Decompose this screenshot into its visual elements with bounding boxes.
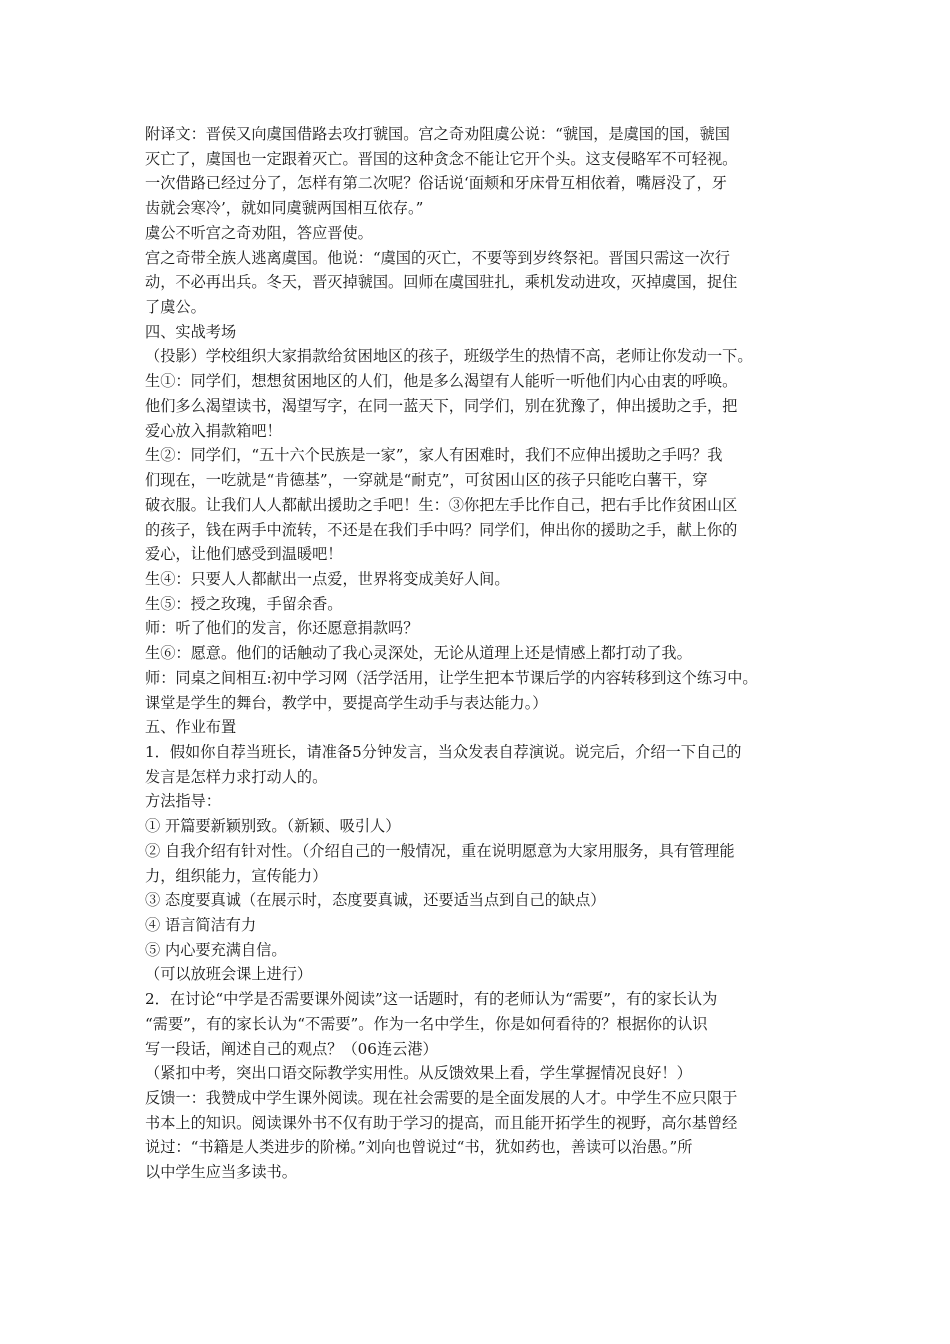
text-line: 写一段话，阐述自己的观点？（06连云港） — [145, 1039, 438, 1058]
text-line: 方法指导： — [145, 792, 221, 811]
text-line: 发言是怎样力求打动人的。 — [145, 767, 328, 786]
text-line: ④ 语言简洁有力 — [145, 916, 257, 934]
text-line: 力，组织能力，宣传能力） — [145, 866, 328, 885]
text-line: 他们多么渴望读书，渴望写字，在同一蓝天下，同学们，别在犹豫了，伸出援助之手，把 — [145, 396, 738, 415]
text-line: 师：听了他们的发言，你还愿意捐款吗？ — [145, 619, 419, 638]
text-line: （投影）学校组织大家捐款给贫困地区的孩子，班级学生的热情不高，老师让你发动一下。 — [145, 347, 753, 366]
text-line: （紧扣中考，突出口语交际教学实用性。从反馈效果上看，学生掌握情况良好！） — [145, 1064, 692, 1083]
text-line: 课堂是学生的舞台，教学中，要提高学生动手与表达能力。） — [145, 693, 548, 712]
text-line: 以中学生应当多读书。 — [145, 1163, 297, 1182]
text-line: “需要”，有的家长认为“不需要”。作为一名中学生，你是如何看待的？根据你的认识 — [145, 1014, 708, 1033]
text-line: 说过：“书籍是人类进步的阶梯。”刘向也曾说过“书，犹如药也，善读可以治愚。”所 — [145, 1138, 693, 1157]
text-line: ① 开篇要新颖别致。（新颖、吸引人） — [145, 817, 401, 836]
text-line: 的孩子，钱在两手中流转，不还是在我们手中吗？同学们，伸出你的援助之手，献上你的 — [145, 520, 738, 539]
text-line: 四、实战考场 — [145, 322, 237, 341]
text-line: 师：同桌之间相互:初中学习网（活学活用，让学生把本节课后学的内容转移到这个练习中。 — [145, 668, 758, 687]
text-line: 破衣服。让我们人人都献出援助之手吧！生：③你把左手比作自己，把右手比作贫困山区 — [145, 495, 738, 514]
text-line: 虞公不听宫之奇劝阻，答应晋使。 — [145, 223, 373, 242]
text-line: 爱心，让他们感受到温暖吧！ — [145, 545, 343, 564]
text-line: 附译文：晋侯又向虞国借路去攻打虢国。宫之奇劝阻虞公说：“虢国，是虞国的国，虢国 — [145, 125, 730, 143]
text-line: ⑤ 内心要充满自信。 — [145, 940, 287, 959]
text-line: 书本上的知识。阅读课外书不仅有助于学习的提高，而且能开拓学生的视野，高尔基曾经 — [145, 1113, 738, 1132]
text-line: 2．在讨论“中学是否需要课外阅读”这一话题时，有的老师认为“需要”，有的家长认为 — [145, 990, 718, 1009]
text-line: 动，不必再出兵。冬天，晋灭掉虢国。回师在虞国驻扎，乘机发动进攻，灭掉虞国，捉住 — [145, 273, 738, 292]
text-line: （可以放班会课上进行） — [145, 965, 313, 984]
document-body — [145, 122, 825, 1185]
text-line: 灭亡了，虞国也一定跟着灭亡。晋国的这种贪念不能让它开个头。这支侵略军不可轻视。 — [145, 149, 738, 168]
text-line: 爱心放入捐款箱吧！ — [145, 421, 282, 440]
text-line: 了虞公。 — [145, 298, 206, 317]
text-line: 一次借路已经过分了，怎样有第二次呢？俗话说‘面颊和牙床骨互相依着，嘴唇没了，牙 — [145, 174, 727, 193]
text-line: 生④：只要人人都献出一点爱，世界将变成美好人间。 — [145, 569, 510, 588]
text-line: 宫之奇带全族人逃离虞国。他说：“虞国的灭亡，不要等到岁终祭祀。晋国只需这一次行 — [145, 248, 730, 267]
text-line: 1．假如你自荐当班长，请准备5分钟发言，当众发表自荐演说。说完后，介绍一下自己的 — [145, 742, 742, 761]
text-line: 齿就会寒冷’，就如同虞虢两国相互依存。” — [145, 199, 424, 218]
text-line: 反馈一：我赞成中学生课外阅读。现在社会需要的是全面发展的人才。中学生不应只限于 — [145, 1089, 738, 1108]
text-line: 生⑤：授之玫瑰，手留余香。 — [145, 594, 343, 613]
text-line: ③ 态度要真诚（在展示时，态度要真诚，还要适当点到自己的缺点） — [145, 891, 606, 910]
text-line: 们现在，一吃就是“肯德基”，一穿就是“耐克”，可贫困山区的孩子只能吃白薯干，穿 — [145, 471, 708, 490]
text-line: 生⑥：愿意。他们的话触动了我心灵深处，无论从道理上还是情感上都打动了我。 — [145, 644, 692, 663]
text-line: ② 自我介绍有针对性。（介绍自己的一般情况，重在说明愿意为大家用服务，具有管理能 — [145, 841, 735, 860]
text-line: 五、作业布置 — [145, 718, 237, 737]
text-line: 生①：同学们，想想贫困地区的人们，他是多么渴望有人能听一听他们内心由衷的呼唤。 — [145, 372, 738, 391]
text-line: 生②：同学们，“五十六个民族是一家”，家人有困难时，我们不应伸出援助之手吗？我 — [145, 446, 723, 465]
